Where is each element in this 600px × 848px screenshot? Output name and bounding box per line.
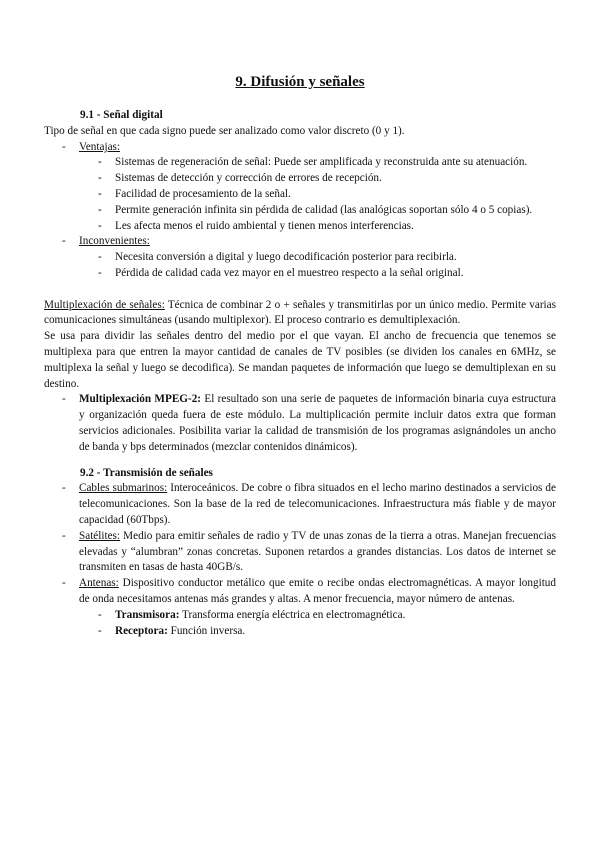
disadvantages-list-header bbox=[44, 234, 556, 250]
receiver-label: Receptora: bbox=[115, 624, 168, 637]
disadvantage-item: - Pérdida de calidad cada vez mayor en el muestreo respecto a la señal original. bbox=[98, 266, 464, 279]
submarine-cables-item: - Cables submarinos: Interoceánicos. De cobre o fibra situados en el lecho marino destinados a servicios de telecomunicaciones. Son la base de la red de telecomunicaciones. Infraestructura más fiable y de mayor capacidad (60Tbps). bbox=[62, 482, 556, 526]
satellites-item: - Satélites: Medio para emitir señales de radio y TV de unas zonas de la tierra a otras. Manejan frecuencias elevadas y “alumbran” zonas concretas. Suponen retardos a grandes distancias. Los datos de internet se transmiten en tasas de hasta 40GB/s. bbox=[62, 529, 556, 574]
advantage-item: - Les afecta menos el ruido ambiental y tienen menos interferencias. bbox=[98, 219, 414, 232]
page-title: 9. Difusión y señales bbox=[235, 74, 365, 90]
bullet-dash: - bbox=[62, 140, 66, 153]
satellites-label: Satélites: bbox=[79, 529, 121, 542]
multiplexing-usage-paragraph: Se usa para dividir las señales dentro del medio por el que vayan. El ancho de frecuencia que tenemos se multiplexa para que entren la mayor cantidad de canales de TV posibles (se dividen los canales en 6MHz, se multiplexa la señal y luego se decodifica). Se mandan paquetes de información que luego se demultiplexan en su destino. bbox=[44, 330, 556, 390]
advantage-item: - Facilidad de procesamiento de la señal. bbox=[98, 187, 291, 200]
advantage-item: - Permite generación infinita sin pérdida de calidad (las analógicas soportan sólo 4 o 5 copias). bbox=[98, 203, 533, 216]
advantage-item: - Sistemas de detección y corrección de errores de recepción. bbox=[98, 172, 382, 185]
receiver-antenna-item: - Receptora: Función inversa. bbox=[98, 624, 246, 637]
transmitter-label: Transmisora: bbox=[115, 608, 180, 621]
bullet-dash: - bbox=[62, 235, 66, 248]
document-body bbox=[44, 108, 556, 639]
multiplexing-label: Multiplexación de señales: bbox=[44, 298, 165, 311]
disadvantage-item: - Necesita conversión a digital y luego decodificación posterior para recibirla. bbox=[98, 251, 457, 264]
digital-signal-definition: Tipo de señal en que cada signo puede ser analizado como valor discreto (0 y 1). bbox=[44, 124, 405, 137]
transmitter-antenna-item: - Transmisora: Transforma energía eléctrica en electromagnética. bbox=[98, 608, 406, 621]
multiplexing-paragraph: Multiplexación de señales: Técnica de combinar 2 o + señales y transmitirlas por un único medio. Permite varias comunicaciones simultáneas (usando multiplexor). El proceso contrario es demultiplexación. bbox=[44, 298, 556, 327]
section-heading-digital-signal: 9.1 - Señal digital bbox=[80, 109, 163, 121]
disadvantages-label: Inconvenientes: bbox=[79, 235, 150, 248]
antennas-label: Antenas: bbox=[79, 577, 119, 590]
advantages-label: Ventajas: bbox=[79, 140, 121, 153]
mpeg2-item: - Multiplexación MPEG-2: El resultado son una serie de paquetes de información binaria cuya estructura y organización queda fuera de este módulo. La multiplicación permite incluir datos extra que forman servicios adicionales. Posibilita variar la calidad de transmisión de los programas asignándoles un ancho de banda y bps determinados (mezclar contenidos dinámicos). bbox=[62, 393, 556, 453]
advantages-list-header bbox=[44, 140, 556, 156]
antennas-item: - Antenas: Dispositivo conductor metálico que emite o recibe ondas electromagnéticas. A mayor longitud de onda necesitamos antenas más grandes y altas. A menor frecuencia, mayor número de antenas. bbox=[62, 577, 556, 605]
mpeg2-label: Multiplexación MPEG-2: bbox=[79, 393, 202, 406]
submarine-cables-label: Cables submarinos: bbox=[79, 482, 168, 495]
section-heading-transmission: 9.2 - Transmisión de señales bbox=[80, 466, 213, 479]
advantage-item: - Sistemas de regeneración de señal: Puede ser amplificada y reconstruida ante su atenuación. bbox=[98, 156, 528, 169]
